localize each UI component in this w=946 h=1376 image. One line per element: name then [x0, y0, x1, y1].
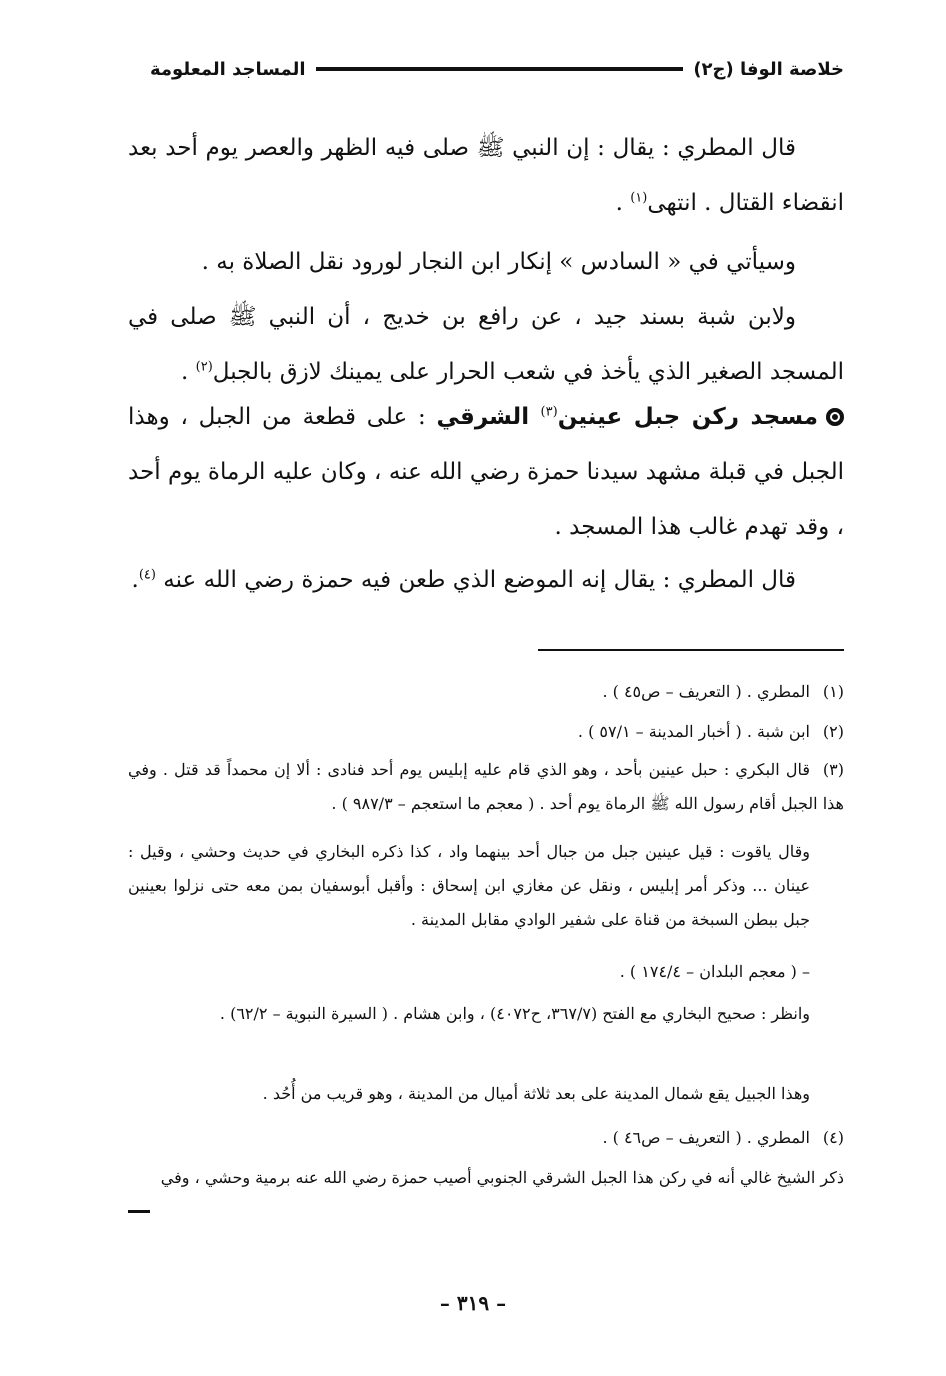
- header-rule: [316, 67, 684, 71]
- paragraph-2: [128, 235, 844, 290]
- paragraph-2-text: وسيأتي في « السادس » إنكار ابن النجار لورود نقل الصلاة به .: [201, 249, 796, 275]
- footnote-3-number: (٣): [822, 760, 844, 779]
- paragraph-4-text: : على قطعة من الجبل ، وهذا الجبل في قبلة مشهد سيدنا حمزة رضي الله عنه ، وكان عليه الرماة يوم أحد ، وقد تهدم غالب هذا المسجد .: [128, 404, 844, 540]
- running-header: [150, 54, 844, 84]
- header-section-title: المساجد المعلومة: [150, 58, 306, 80]
- mosque-title: مسجد ركن جبل عينين: [557, 404, 818, 430]
- paragraph-1-text: قال المطري : يقال : إن النبي ﷺ صلى فيه الظهر والعصر يوم أحد بعد انقضاء القتال . انتهى: [128, 135, 844, 216]
- footnote-3-part-c: [128, 955, 844, 989]
- paragraph-5-end: .: [131, 567, 139, 593]
- footnote-3-text-c: – ( معجم البلدان – ١٧٤/٤ ) .: [619, 962, 810, 981]
- page-number: – ٣١٩ –: [439, 1291, 507, 1315]
- footnote-4-number: (٤): [822, 1128, 844, 1147]
- footnote-3-part-b: [128, 835, 844, 937]
- footnote-3-text-e: وهذا الجبيل يقع شمال المدينة على بعد ثلاثة أميال من المدينة ، وهو قريب من أُحُد .: [262, 1084, 810, 1103]
- continuation-dashes: [128, 1210, 150, 1213]
- footnote-ref-3: (٣): [540, 404, 558, 420]
- footnote-1-number: (١): [822, 682, 844, 701]
- footnote-3: [128, 753, 844, 821]
- paragraph-5-text: قال المطري : يقال إنه الموضع الذي طعن فيه حمزة رضي الله عنه: [155, 567, 796, 593]
- footnote-4-part-b: [128, 1161, 844, 1195]
- paragraph-3: [128, 290, 844, 400]
- footnote-3-part-d: [128, 997, 844, 1031]
- footnote-2-number: (٢): [822, 722, 844, 741]
- paragraph-1-end: .: [615, 190, 631, 216]
- paragraph-4: [128, 390, 844, 555]
- paragraph-1: [128, 121, 844, 231]
- footnote-4-text-b: ذكر الشيخ غالي أنه في ركن هذا الجبل الشرقي الجنوبي أصيب حمزة رضي الله عنه برمية وحشي ، وفي: [160, 1168, 844, 1187]
- flower-bullet-icon: [826, 408, 844, 426]
- footnote-3-part-e: [128, 1077, 844, 1111]
- footnote-separator: [538, 649, 844, 651]
- footnote-3-text-a: قال البكري : حبل عينين بأحد ، وهو الذي قام عليه إبليس يوم أحد فنادى : ألا إن محمداً قد قتل . وفي هذا الجبل أقام رسول الله ﷺ الرماة يوم أحد . ( معجم ما استعجم – ٩٨٧/٣ ) .: [128, 760, 844, 813]
- footnote-3-text-d: وانظر : صحيح البخاري مع الفتح (٣٦٧/٧، ح٤٠٧٢) ، وابن هشام . ( السيرة النبوية – ٦٢/٢) .: [219, 1004, 810, 1023]
- footnote-4: [128, 1121, 844, 1155]
- footnote-ref-1: (١): [630, 190, 648, 206]
- footnote-1-text: المطري . ( التعريف – ص٤٥ ) .: [602, 682, 810, 701]
- header-book-title: خلاصة الوفا (ج٢): [693, 58, 844, 80]
- paragraph-5: [128, 553, 844, 608]
- footnote-3-text-b: وقال ياقوت : قيل عينين جبل من جبال أحد بينهما واد ، كذا ذكره البخاري في حديث وحشي ، وقيل : عينان ... وذكر أمر إبليس ، ونقل عن مغازي ابن إسحاق : وأقبل أبوسفيان بمن معه حتى نزلوا بعينين جبل ببطن السبخة من قناة على شفير الوادي مقابل المدينة .: [128, 842, 810, 929]
- footnote-4-text: المطري . ( التعريف – ص٤٦ ) .: [602, 1128, 810, 1147]
- footnote-2: [128, 715, 844, 749]
- footnote-2-text: ابن شبة . ( أخبار المدينة – ٥٧/١ ) .: [577, 722, 810, 741]
- footnote-ref-4: (٤): [138, 567, 156, 583]
- mosque-title-end: الشرقي: [436, 404, 541, 430]
- footnote-1: [128, 675, 844, 709]
- paragraph-3-text: ولابن شبة بسند جيد ، عن رافع بن خديج ، أن النبي ﷺ صلى في المسجد الصغير الذي يأخذ في شعب الحرار على يمينك لازق بالجبل: [128, 304, 844, 385]
- paragraph-3-end: .: [181, 359, 196, 385]
- footnote-ref-2: (٢): [195, 359, 213, 375]
